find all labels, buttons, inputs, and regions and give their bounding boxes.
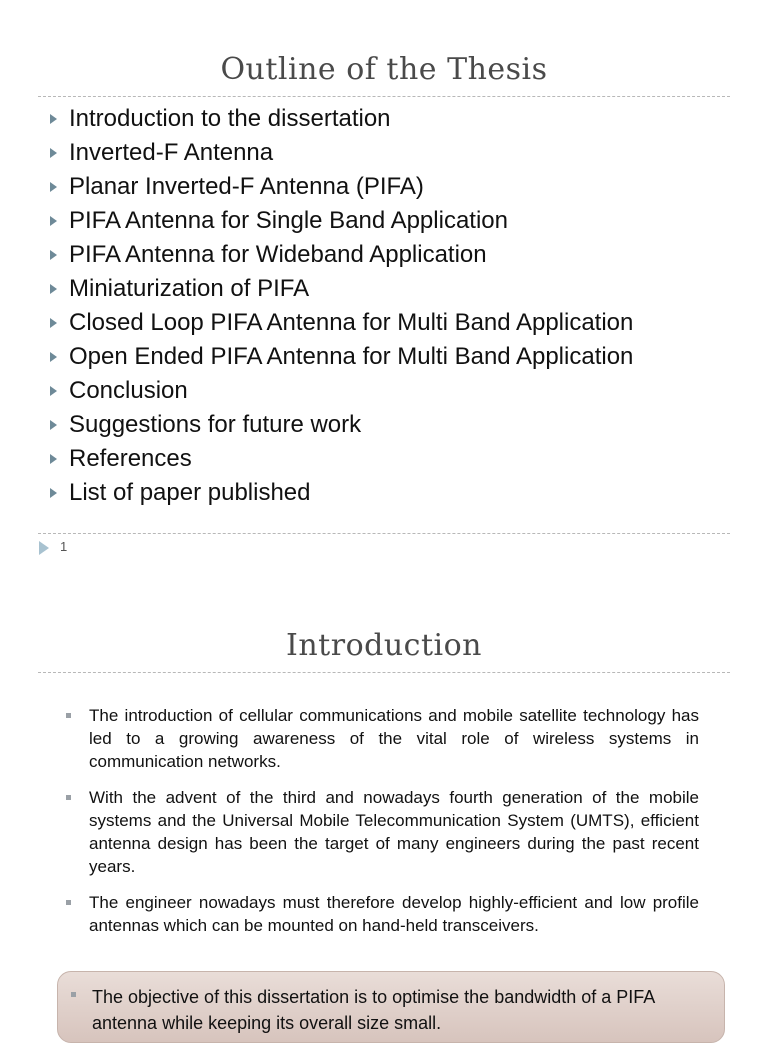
slide-introduction [0,580,768,1033]
list-item: Planar Inverted-F Antenna (PIFA) [46,170,633,204]
triangle-bullet-icon [50,352,57,362]
list-item: List of paper published [46,476,633,510]
slide-title: Outline of the Thesis [220,52,548,87]
intro-bullet-list [66,704,699,950]
footer-divider [38,533,730,534]
triangle-bullet-icon [50,148,57,158]
list-item: With the advent of the third and nowadays fourth generation of the mobile systems and the Universal Mobile Telecommunication System (UMTS), efficient antenna design has been the target of many engineers during the past recent years. [66,786,699,878]
square-bullet-icon [66,795,71,800]
triangle-bullet-icon [50,420,57,430]
list-item: Conclusion [46,374,633,408]
list-item: The introduction of cellular communications and mobile satellite technology has led to a growing awareness of the vital role of wireless systems in communication networks. [66,704,699,773]
square-bullet-icon [66,713,71,718]
page-number: 1 [60,539,68,554]
list-item: PIFA Antenna for Wideband Application [46,238,633,272]
triangle-bullet-icon [50,182,57,192]
list-item: Miniaturization of PIFA [46,272,633,306]
triangle-bullet-icon [50,216,57,226]
list-item: References [46,442,633,476]
slide-title: Introduction [286,628,482,663]
list-item: Inverted-F Antenna [46,136,633,170]
square-bullet-icon [66,900,71,905]
list-item: PIFA Antenna for Single Band Application [46,204,633,238]
outline-list [46,102,633,510]
list-item: Open Ended PIFA Antenna for Multi Band Application [46,340,633,374]
triangle-bullet-icon [50,284,57,294]
triangle-bullet-icon [50,318,57,328]
list-item: Suggestions for future work [46,408,633,442]
triangle-bullet-icon [50,488,57,498]
title-divider [38,672,730,673]
objective-callout [57,971,725,1043]
list-item: Introduction to the dissertation [46,102,633,136]
title-divider [38,96,730,97]
triangle-bullet-icon [50,250,57,260]
square-bullet-icon [71,992,76,997]
list-item: The engineer nowadays must therefore develop highly-efficient and low profile antennas which can be mounted on hand-held transceivers. [66,891,699,937]
objective-text: The objective of this dissertation is to optimise the bandwidth of a PIFA antenna while keeping its overall size small. [92,987,655,1033]
footer-arrow-icon [39,541,49,555]
list-item: Closed Loop PIFA Antenna for Multi Band Application [46,306,633,340]
triangle-bullet-icon [50,454,57,464]
triangle-bullet-icon [50,114,57,124]
triangle-bullet-icon [50,386,57,396]
